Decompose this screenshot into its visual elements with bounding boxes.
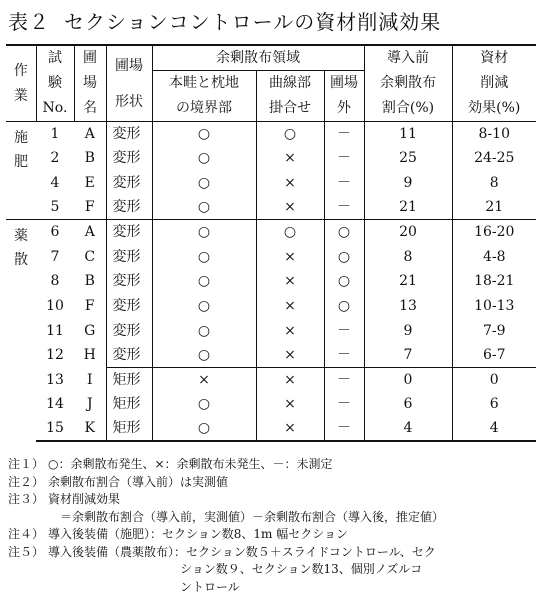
cell-field-shape: 変形 <box>106 269 152 294</box>
cell-ratio-before: 8 <box>364 244 452 269</box>
cell-area-boundary: ○ <box>152 244 256 269</box>
header-ratio-before: 導入前 余剰散布 割合(%) <box>364 45 452 122</box>
table-row <box>6 392 536 417</box>
cell-reduction-effect: 4-8 <box>452 244 536 269</box>
cell-field-name: B <box>84 150 95 167</box>
cell-ratio-before: 20 <box>364 220 452 245</box>
note-number: 注４） <box>8 527 45 541</box>
cell-area-outside: － <box>324 343 364 368</box>
header-area-outside: 圃場 外 <box>324 70 364 122</box>
work-type-label: 薬 散 <box>14 228 28 269</box>
cell-ratio-before: 21 <box>364 195 452 220</box>
cell-area-curve: × <box>256 318 324 343</box>
cell-field-shape: 変形 <box>106 195 152 220</box>
cell-field-shape: 変形 <box>106 244 152 269</box>
cell-area-outside: － <box>324 392 364 417</box>
table-notes <box>8 456 538 596</box>
cell-area-boundary: ○ <box>152 343 256 368</box>
cell-field-name: F <box>84 297 95 314</box>
note-number: 注２） <box>8 474 45 489</box>
cell-reduction-effect: 18-21 <box>452 269 536 294</box>
cell-field-name: A <box>74 122 106 147</box>
cell-area-curve: × <box>256 417 324 442</box>
cell-area-boundary: ○ <box>152 318 256 343</box>
cell-field-name: K <box>74 417 106 442</box>
cell-reduction-effect: 16-20 <box>452 220 536 245</box>
note-number: 注３） <box>8 492 45 506</box>
table-row <box>6 269 536 294</box>
cell-field-name: A <box>74 220 106 245</box>
cell-area-outside: ○ <box>324 244 364 269</box>
table-row <box>6 171 536 196</box>
header-trial-no: 試 験 No. <box>36 45 74 122</box>
header-field-shape: 圃場 形状 <box>106 45 152 122</box>
cell-area-curve: × <box>256 244 324 269</box>
cell-area-boundary: ○ <box>152 195 256 220</box>
note-text: 資材削減効果 ＝余剰散布割合（導入前，実測値）－余剰散布割合（導入後，推定値） <box>48 492 445 524</box>
cell-trial-no: 13 <box>46 371 64 388</box>
cell-trial-no: 15 <box>36 417 74 442</box>
cell-reduction-effect: 8 <box>452 171 536 196</box>
cell-trial-no: 11 <box>46 322 64 339</box>
cell-area-boundary: ○ <box>152 269 256 294</box>
cell-area-boundary: × <box>152 367 256 392</box>
note-item <box>8 544 538 597</box>
cell-area-boundary: ○ <box>152 146 256 171</box>
table-row <box>6 318 536 343</box>
note-text: 導入後装備（施肥）：セクション数8、1m 幅セクション <box>48 527 348 541</box>
cell-field-name: I <box>86 371 93 388</box>
cell-field-shape: 変形 <box>106 171 152 196</box>
table-row <box>6 367 536 392</box>
cell-trial-no: 4 <box>50 174 60 191</box>
note-number: 注５） <box>8 544 45 559</box>
table-row <box>6 417 536 442</box>
cell-area-curve: × <box>256 171 324 196</box>
cell-area-curve: ○ <box>256 122 324 147</box>
note-text: ○：余剰散布発生、×：余剰散布未発生、－：未測定 <box>48 457 333 471</box>
cell-ratio-before: 13 <box>364 294 452 319</box>
work-type-label: 施 肥 <box>14 130 28 170</box>
cell-area-curve: × <box>256 269 324 294</box>
table-row <box>6 195 536 220</box>
header-reduction-effect: 資材 削減 効果(%) <box>452 45 536 122</box>
cell-field-shape: 変形 <box>106 294 152 319</box>
cell-ratio-before: 9 <box>364 171 452 196</box>
header-work-type: 作 業 <box>6 45 36 122</box>
cell-ratio-before: 25 <box>364 146 452 171</box>
cell-area-outside: ○ <box>324 220 364 245</box>
cell-reduction-effect: 24-25 <box>452 146 536 171</box>
table-title-text: セクションコントロールの資材削減効果 <box>64 10 442 34</box>
note-text: 余剰散布割合（導入前）は実測値 <box>48 474 229 489</box>
cell-field-name: F <box>84 199 95 216</box>
cell-field-name: J <box>86 396 93 413</box>
cell-field-shape: 変形 <box>106 318 152 343</box>
header-field-name: 圃 場 名 <box>74 45 106 122</box>
cell-reduction-effect: 4 <box>452 417 536 442</box>
cell-trial-no: 8 <box>50 273 60 290</box>
note-item <box>8 491 538 526</box>
cell-area-curve: × <box>256 343 324 368</box>
note-item <box>8 456 538 474</box>
header-area-curve: 曲線部 掛合せ <box>256 70 324 122</box>
cell-ratio-before: 6 <box>364 392 452 417</box>
cell-trial-no: 5 <box>50 199 60 216</box>
cell-area-boundary: ○ <box>152 417 256 442</box>
cell-area-outside: － <box>324 122 364 147</box>
cell-area-boundary: ○ <box>152 220 256 245</box>
cell-area-curve: × <box>256 294 324 319</box>
cell-area-outside: ○ <box>324 269 364 294</box>
cell-reduction-effect: 6 <box>452 392 536 417</box>
cell-area-curve: ○ <box>256 220 324 245</box>
table-row <box>6 343 536 368</box>
table-body <box>6 122 536 442</box>
table-row <box>6 244 536 269</box>
table-title <box>8 6 455 35</box>
cell-area-outside: － <box>324 318 364 343</box>
cell-reduction-effect: 0 <box>452 367 536 392</box>
cell-field-shape: 変形 <box>106 122 152 147</box>
cell-trial-no: 12 <box>46 347 64 364</box>
cell-area-outside: － <box>324 146 364 171</box>
cell-field-shape: 矩形 <box>106 417 152 442</box>
cell-area-boundary: ○ <box>152 171 256 196</box>
cell-trial-no: 1 <box>36 122 74 147</box>
work-type-cell <box>6 122 36 220</box>
cell-trial-no: 6 <box>36 220 74 245</box>
note-number: 注１） <box>8 457 45 471</box>
cell-area-curve: × <box>256 146 324 171</box>
note-text: 導入後装備（農薬散布）：セクション数５＋スライドコントロール、セク ション数９、セクション数13、個別ノズルコ ントロール <box>48 544 436 594</box>
cell-area-outside: － <box>324 367 364 392</box>
cell-ratio-before: 11 <box>364 122 452 147</box>
cell-field-name: C <box>84 248 96 265</box>
reduction-table <box>6 44 536 442</box>
table-row <box>6 122 536 147</box>
cell-ratio-before: 4 <box>364 417 452 442</box>
cell-field-shape: 矩形 <box>106 392 152 417</box>
note-item <box>8 526 538 544</box>
cell-ratio-before: 9 <box>364 318 452 343</box>
cell-area-outside: － <box>324 195 364 220</box>
cell-reduction-effect: 21 <box>452 195 536 220</box>
cell-trial-no: 7 <box>50 248 60 265</box>
cell-area-curve: × <box>256 392 324 417</box>
cell-ratio-before: 21 <box>364 269 452 294</box>
cell-area-outside: － <box>324 417 364 442</box>
cell-reduction-effect: 7-9 <box>452 318 536 343</box>
cell-trial-no: 14 <box>46 396 64 413</box>
header-surplus-area-group: 余剰散布領域 <box>152 45 364 70</box>
cell-trial-no: 10 <box>46 297 64 314</box>
cell-area-boundary: ○ <box>152 122 256 147</box>
cell-area-curve: × <box>256 367 324 392</box>
table-number: 表２ <box>8 10 50 34</box>
note-item <box>8 474 538 492</box>
cell-ratio-before: 7 <box>364 343 452 368</box>
cell-field-shape: 矩形 <box>106 367 152 392</box>
cell-field-name: B <box>84 273 95 290</box>
cell-area-boundary: ○ <box>152 392 256 417</box>
cell-area-boundary: ○ <box>152 294 256 319</box>
work-type-cell <box>6 220 36 441</box>
cell-area-outside: ○ <box>324 294 364 319</box>
cell-field-name: E <box>84 174 95 191</box>
cell-area-outside: － <box>324 171 364 196</box>
cell-trial-no: 2 <box>50 150 60 167</box>
header-area-boundary: 本畦と枕地 の境界部 <box>152 70 256 122</box>
cell-ratio-before: 0 <box>364 367 452 392</box>
cell-field-name: G <box>84 322 96 339</box>
cell-field-name: H <box>83 347 96 364</box>
cell-reduction-effect: 8-10 <box>452 122 536 147</box>
cell-reduction-effect: 10-13 <box>452 294 536 319</box>
cell-reduction-effect: 6-7 <box>452 343 536 368</box>
table-row <box>6 220 536 245</box>
cell-field-shape: 変形 <box>106 220 152 245</box>
table-row <box>6 146 536 171</box>
cell-field-shape: 変形 <box>106 343 152 368</box>
cell-field-shape: 変形 <box>106 146 152 171</box>
cell-area-curve: × <box>256 195 324 220</box>
table-row <box>6 294 536 319</box>
